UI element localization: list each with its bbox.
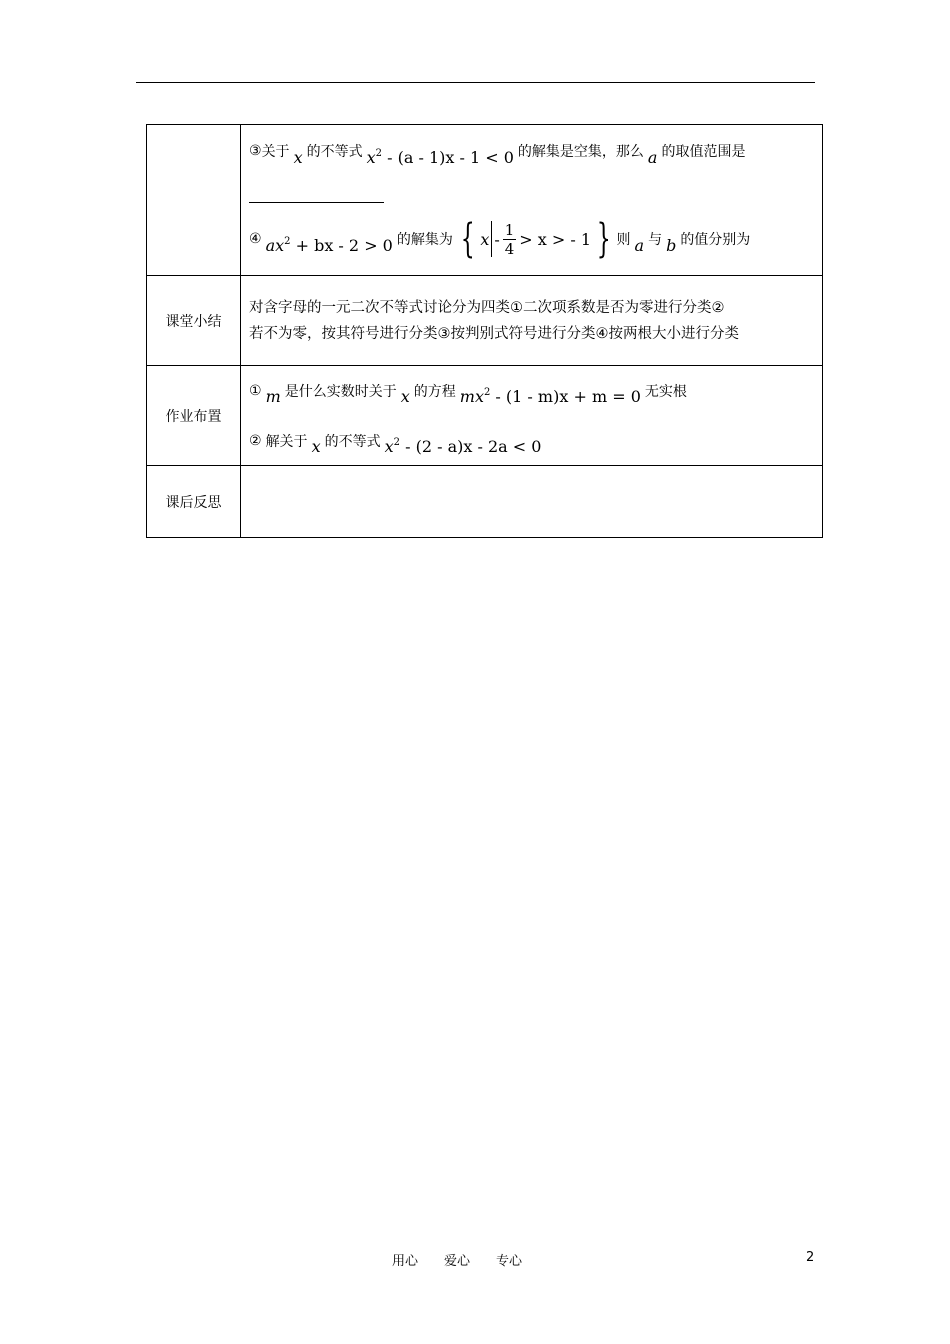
row-label: 作业布置 bbox=[147, 366, 241, 466]
inequality-expression: $ax^2$ + bx - 2 > 0 bbox=[265, 235, 393, 255]
equation-expression: $mx^2 - (1 - m)x + m = 0$ bbox=[459, 387, 641, 406]
exercise-cell bbox=[241, 125, 823, 276]
solution-set: { x - $\frac{1}{4}$ > x > - 1 } bbox=[460, 216, 611, 262]
row-label: 课堂小结 bbox=[147, 276, 241, 366]
question-4: ④ $ax^2$ + bx - 2 > 0 的解集为 { x - $\frac{1}{4}$ > x > - 1 } 则 a 与 b 的值分别为 bbox=[249, 216, 751, 262]
table-row bbox=[147, 125, 823, 276]
reflection-cell bbox=[241, 466, 823, 538]
table-row bbox=[147, 466, 823, 538]
inequality-expression: $x^2 - (a - 1)x - 1 < 0$ bbox=[366, 147, 514, 167]
left-brace-icon: { bbox=[460, 216, 475, 262]
table-row bbox=[147, 366, 823, 466]
row-label: 课后反思 bbox=[147, 466, 241, 538]
summary-line-2: 若不为零，按其符号进行分类③按判别式符号进行分类④按两根大小进行分类 bbox=[249, 325, 739, 342]
right-brace-icon: } bbox=[596, 216, 611, 262]
page-number: 2 bbox=[806, 1250, 815, 1265]
question-3: ③ 关于 x 的不等式 $x^2 - (a - 1)x - 1 < 0$ 的解集是空集，那么 a 的取值范围是 bbox=[249, 143, 746, 167]
homework-1: ① m 是什么实数时关于 x 的方程 $mx^2 - (1 - m)x + m = 0$ 无实根 bbox=[249, 382, 687, 406]
inequality-expression: $x^2 - (2 - a)x - 2a < 0$ bbox=[384, 437, 542, 456]
row-label bbox=[147, 125, 241, 276]
homework-cell bbox=[241, 366, 823, 466]
homework-2: ② 解关于 x 的不等式 $x^2 - (2 - a)x - 2a < 0$ bbox=[249, 432, 542, 456]
summary-line-1: 对含字母的一元二次不等式讨论分为四类①二次项系数是否为零进行分类② bbox=[249, 299, 725, 316]
answer-blank bbox=[249, 202, 384, 203]
footer-motto: 用心 爱心 专心 bbox=[392, 1254, 523, 1269]
set-divider bbox=[491, 221, 492, 257]
table-row bbox=[147, 276, 823, 366]
summary-cell bbox=[241, 276, 823, 366]
fraction: $\frac{1}{4}$ bbox=[504, 220, 515, 258]
header-rule bbox=[136, 82, 815, 83]
lesson-table bbox=[146, 124, 823, 538]
